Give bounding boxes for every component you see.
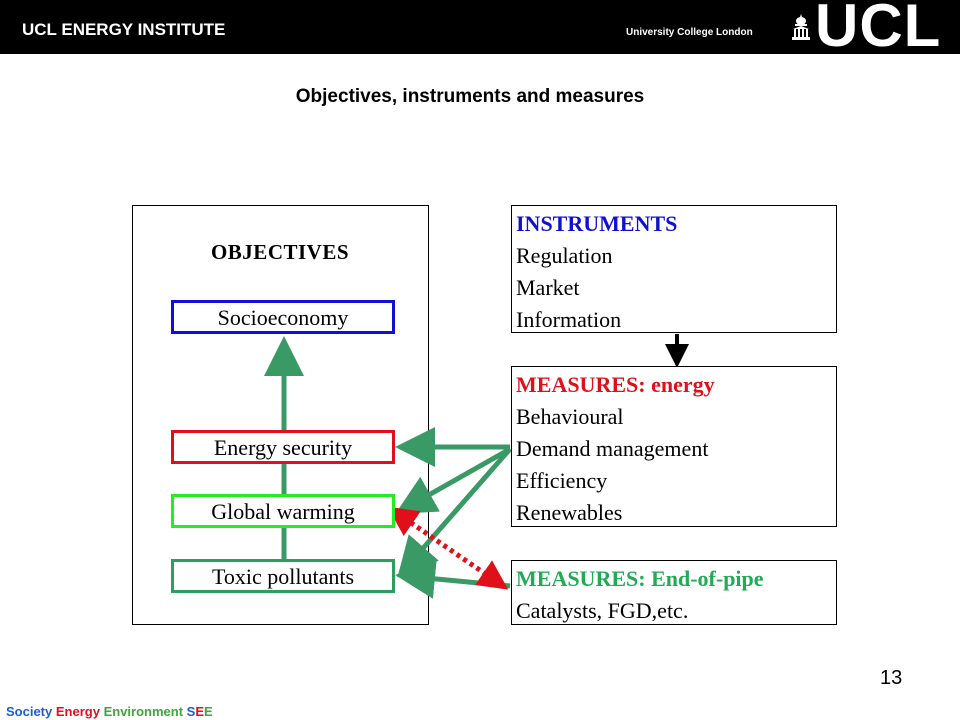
instrument-item: Regulation [516,243,613,268]
measure-item: Efficiency [516,468,608,493]
measure-item: Renewables [516,500,623,525]
measure-item: Demand management [516,436,709,461]
objective-energy-security: Energy security [171,430,395,464]
measure-item: Behavioural [516,404,624,429]
objectives-heading: OBJECTIVES [210,240,350,264]
institute-name: UCL ENERGY INSTITUTE [22,20,226,39]
ucl-logo: UCL [815,0,942,59]
objective-toxic-pollutants: Toxic pollutants [171,559,395,593]
measure-item: Catalysts, FGD,etc. [516,598,689,623]
measures-energy-heading: MEASURES: energy [516,372,715,397]
footer-energy: Energy [55,704,100,719]
instrument-item: Market [516,275,580,300]
arrow-measures-to-global-warming [404,449,510,509]
objective-global-warming: Global warming [171,494,395,528]
objective-socioeconomy: Socioeconomy [171,300,395,334]
measures-end-of-pipe-panel [511,560,837,625]
measures-end-of-pipe-heading: MEASURES: End-of-pipe [516,566,764,591]
instruments-panel [511,205,837,333]
page-number: 13 [880,667,903,689]
footer-society: Society [6,704,53,719]
arrow-measures-to-toxic-pollutants [404,449,510,570]
footer-e1: E [195,704,205,719]
measures-energy-panel [511,366,837,527]
slide-title: Objectives, instruments and measures [295,86,645,107]
arrow-endofpipe-to-toxic-pollutants [405,576,510,586]
footer-e2: E [204,704,213,719]
instrument-item: Information [516,307,622,332]
footer-tagline [6,704,213,719]
footer-s: S [186,704,196,719]
instruments-heading: INSTRUMENTS [516,211,678,236]
footer-environment: Environment [103,704,184,719]
university-name: University College London [626,27,753,38]
